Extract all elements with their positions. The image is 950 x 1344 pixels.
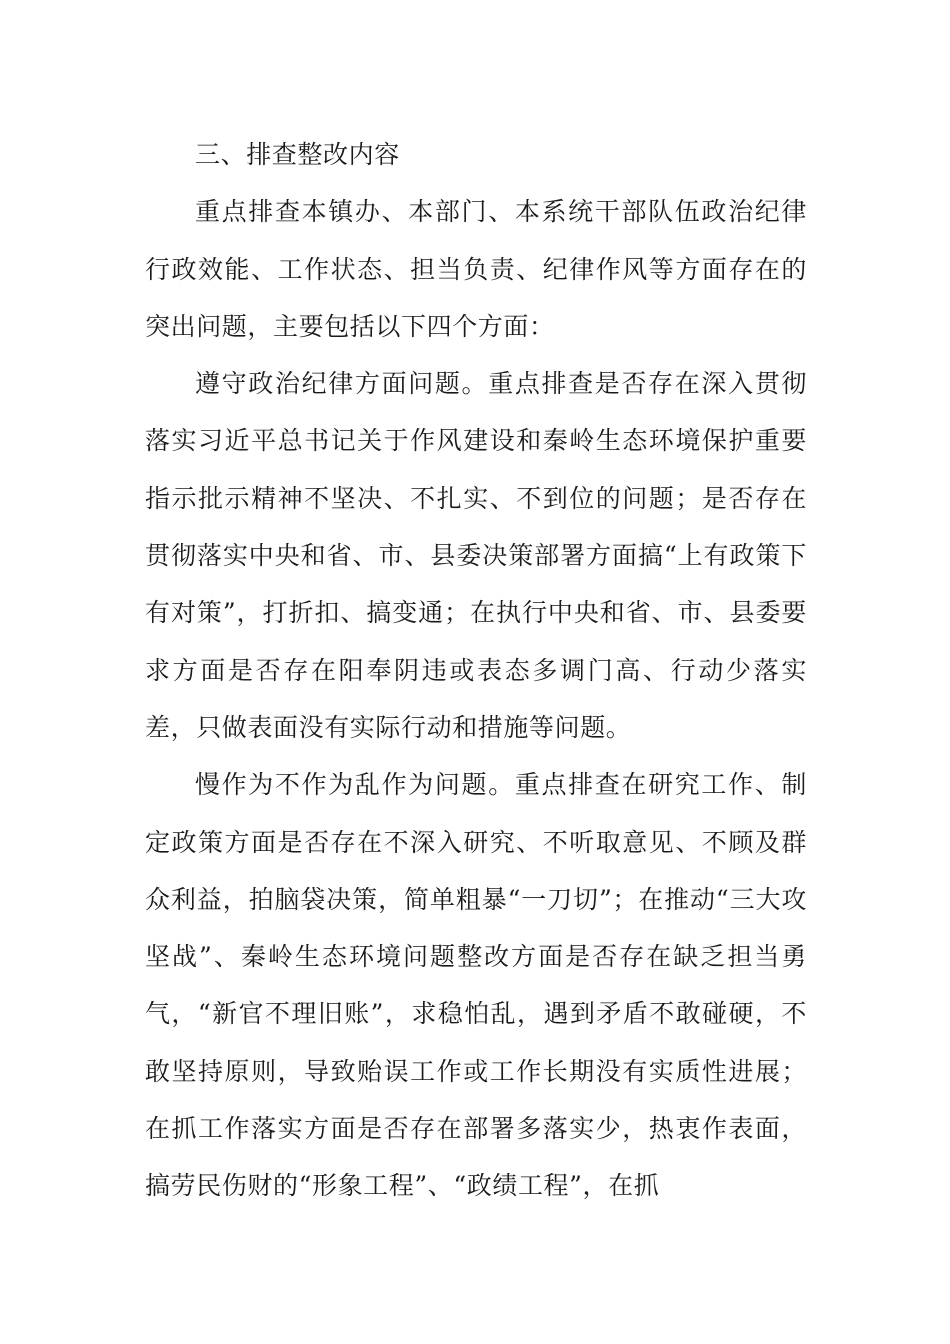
document-body xyxy=(145,126,807,1215)
paragraph-political-discipline: 遵守政治纪律方面问题。重点排查是否存在深入贯彻落实习近平总书记关于作风建设和秦岭生态环境保护重要指示批示精神不坚决、不扎实、不到位的问题；是否存在贯彻落实中央和省、市、县委决策部署方面搞“上有政策下有对策”，打折扣、搞变通；在执行中央和省、市、县委要求方面是否存在阳奉阴违或表态多调门高、行动少落实差，只做表面没有实际行动和措施等问题。 xyxy=(145,369,807,742)
paragraph-inaction-issues: 慢作为不作为乱作为问题。重点排查在研究工作、制定政策方面是否存在不深入研究、不听取意见、不顾及群众利益，拍脑袋决策，简单粗暴“一刀切”；在推动“三大攻坚战”、秦岭生态环境问题整改方面是否存在缺乏担当勇气，“新官不理旧账”，求稳怕乱，遇到矛盾不敢碰硬，不敢坚持原则，导致贻误工作或工作长期没有实质性进展；在抓工作落实方面是否存在部署多落实少，热衷作表面，搞劳民伤财的“形象工程”、“政绩工程”，在抓 xyxy=(145,770,807,1201)
section-heading: 三、排查整改内容 xyxy=(195,140,400,169)
paragraph-overview: 重点排查本镇办、本部门、本系统干部队伍政治纪律行政效能、工作状态、担当负责、纪律作风等方面存在的突出问题，主要包括以下四个方面： xyxy=(145,197,807,341)
